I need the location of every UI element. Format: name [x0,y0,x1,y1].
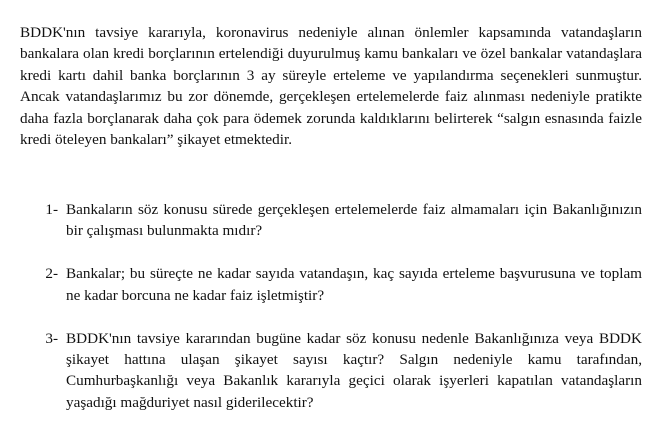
question-list [20,199,642,413]
question-item [20,263,642,306]
question-text: BDDK'nın tavsiye kararından bugüne kadar söz konusu nedenle Bakanlığınıza veya BDDK şikayet hattına ulaşan şikayet sayısı kaçtır? Salgın nedeniyle kamu tarafından, Cumhurbaşkanlığı veya Bakanlık kararıyla geçici olarak işyerleri kapatılan vatandaşların yaşadığı mağduriyet nasıl giderilecektir? [66,329,642,411]
question-text: Bankaların söz konusu sürede gerçekleşen ertelemelerde faiz almamaları için Bakanlığınızın bir çalışması bulunmakta mıdır? [66,201,642,240]
question-number: 2- [45,265,58,283]
question-number: 1- [45,201,58,218]
question-item [20,328,642,414]
question-item [20,199,642,242]
question-number: 3- [45,329,58,347]
question-text: Bankalar; bu süreçte ne kadar sayıda vatandaşın, kaç sayıda erteleme başvurusuna ve toplam ne kadar borcuna ne kadar faiz işletmiştir? [66,265,642,304]
intro-paragraph: BDDK'nın tavsiye kararıyla, koronavirus nedeniyle alınan önlemler kapsamında vatandaşların bankalara olan kredi borçlarının ertelendiği duyurulmuş kamu bankaları ve özel bankalar vatandaşlara kredi kartı dahil banka borçlarının 3 ay süreyle erteleme ve yapılandırma seçenekleri sunmuştur. Ancak vatandaşlarımız bu zor dönemde, gerçekleşen ertelemelerde faiz alınması nedeniyle pratikte daha fazla borçlanarak daha çok para ödemek zorunda kaldıklarını belirterek “salgın esnasında faizle kredi öteleyen bankaları” şikayet etmektedir. [20,24,642,149]
